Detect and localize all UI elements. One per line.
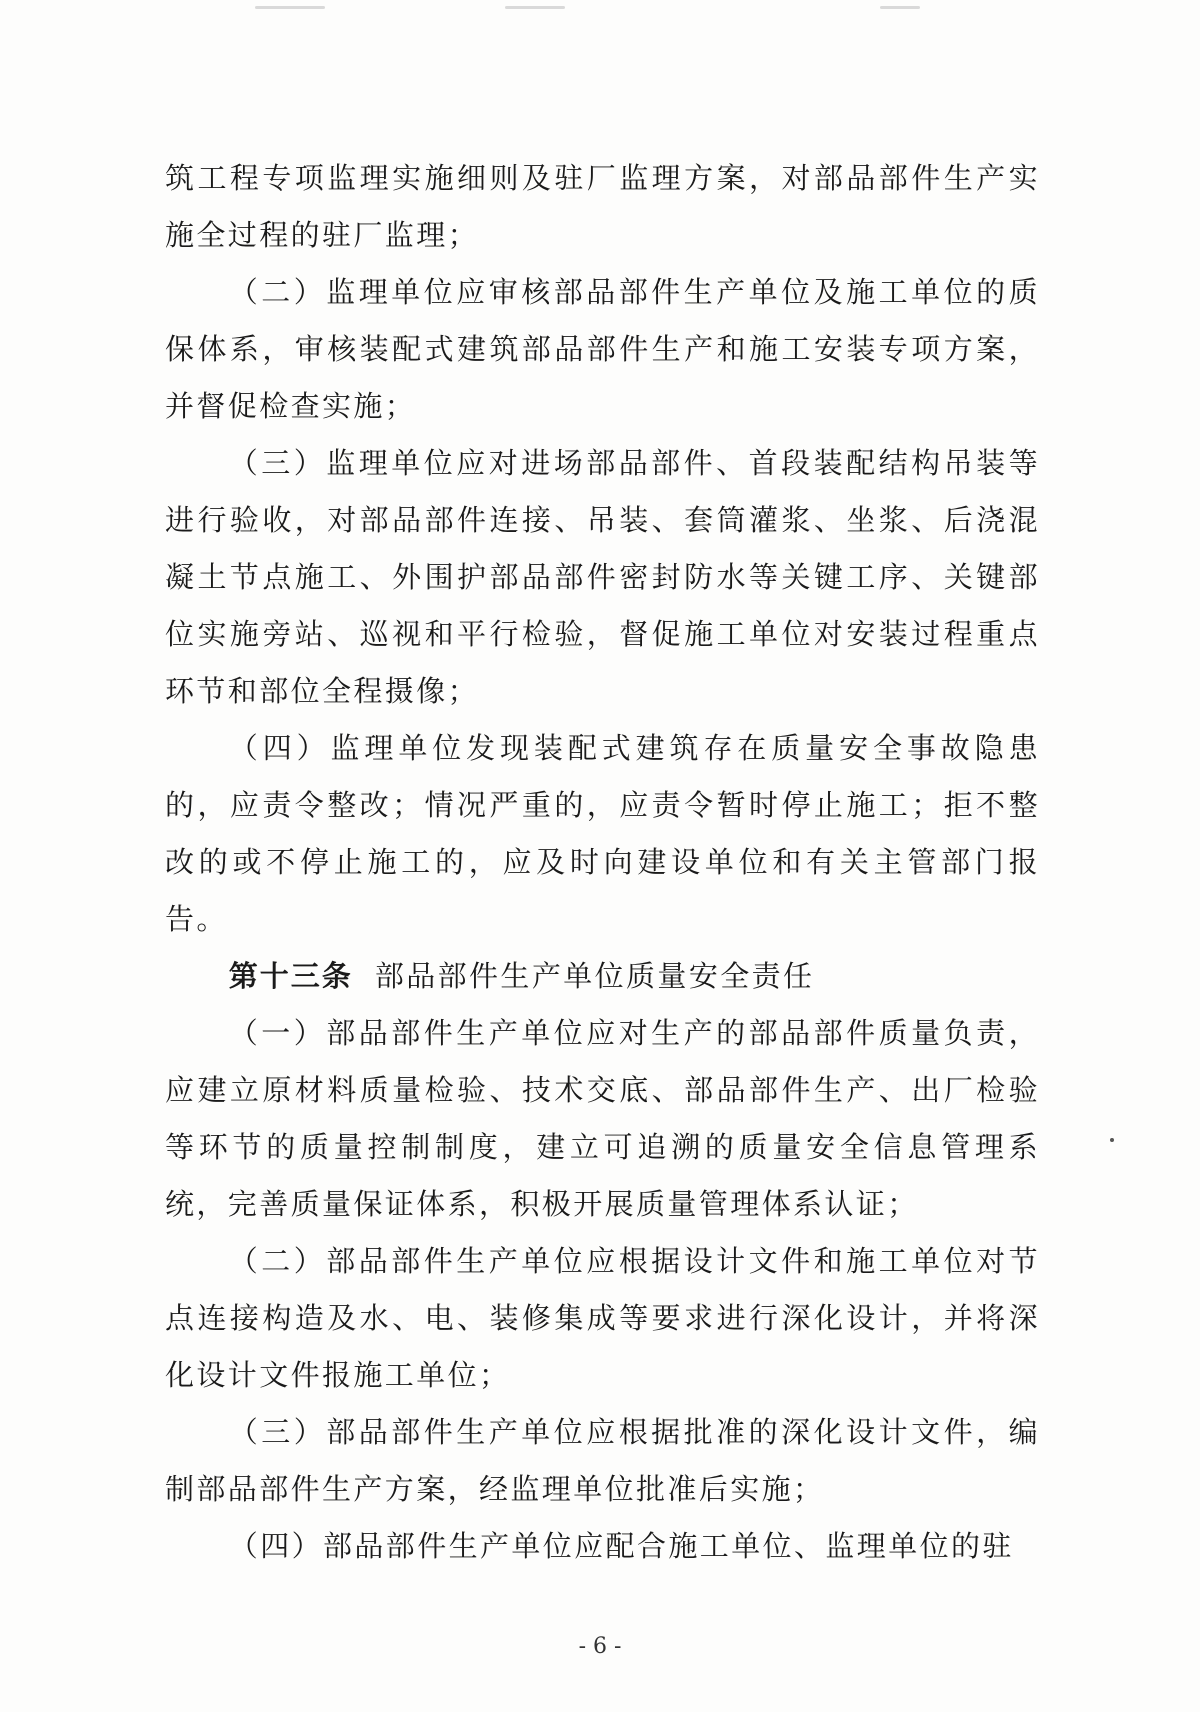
paragraph-item-4: （四）监理单位发现装配式建筑存在质量安全事故隐患的，应责令整改；情况严重的，应责令暂时停止施工；拒不整改的或不停止施工的，应及时向建设单位和有关主管部门报告。 <box>165 731 1040 936</box>
article-paragraph-3: （三）部品部件生产单位应根据批准的深化设计文件，编制部品部件生产方案，经监理单位批准后实施； <box>165 1415 1040 1506</box>
article-paragraph-2: （二）部品部件生产单位应根据设计文件和施工单位对节点连接构造及水、电、装修集成等要求进行深化设计，并将深化设计文件报施工单位； <box>165 1244 1040 1392</box>
paragraph-item-3: （三）监理单位应对进场部品部件、首段装配结构吊装等进行验收，对部品部件连接、吊装、套筒灌浆、坐浆、后浇混凝土节点施工、外围护部品部件密封防水等关键工序、关键部位实施旁站、巡视和平行检验，督促施工单位对安装过程重点环节和部位全程摄像； <box>165 446 1040 708</box>
article-number: 第十三条 <box>228 959 353 993</box>
article-paragraph-4: （四）部品部件生产单位应配合施工单位、监理单位的驻 <box>228 1529 1014 1563</box>
scan-artifact-marks <box>0 0 1200 30</box>
paragraph-continuation: 筑工程专项监理实施细则及驻厂监理方案，对部品部件生产实施全过程的驻厂监理； <box>165 161 1040 252</box>
article-title: 部品部件生产单位质量安全责任 <box>374 959 815 993</box>
article-heading <box>165 948 1040 1005</box>
article-paragraph-1: （一）部品部件生产单位应对生产的部品部件质量负责，应建立原材料质量检验、技术交底、部品部件生产、出厂检验等环节的质量控制制度，建立可追溯的质量安全信息管理系统，完善质量保证体系，积极开展质量管理体系认证； <box>165 1016 1040 1221</box>
paragraph-item-2: （二）监理单位应审核部品部件生产单位及施工单位的质保体系，审核装配式建筑部品部件生产和施工安装专项方案，并督促检查实施； <box>165 275 1040 423</box>
scan-dot-mark <box>1110 1138 1114 1142</box>
document-body <box>165 150 1040 1575</box>
page-number: - 6 - <box>578 1634 622 1659</box>
